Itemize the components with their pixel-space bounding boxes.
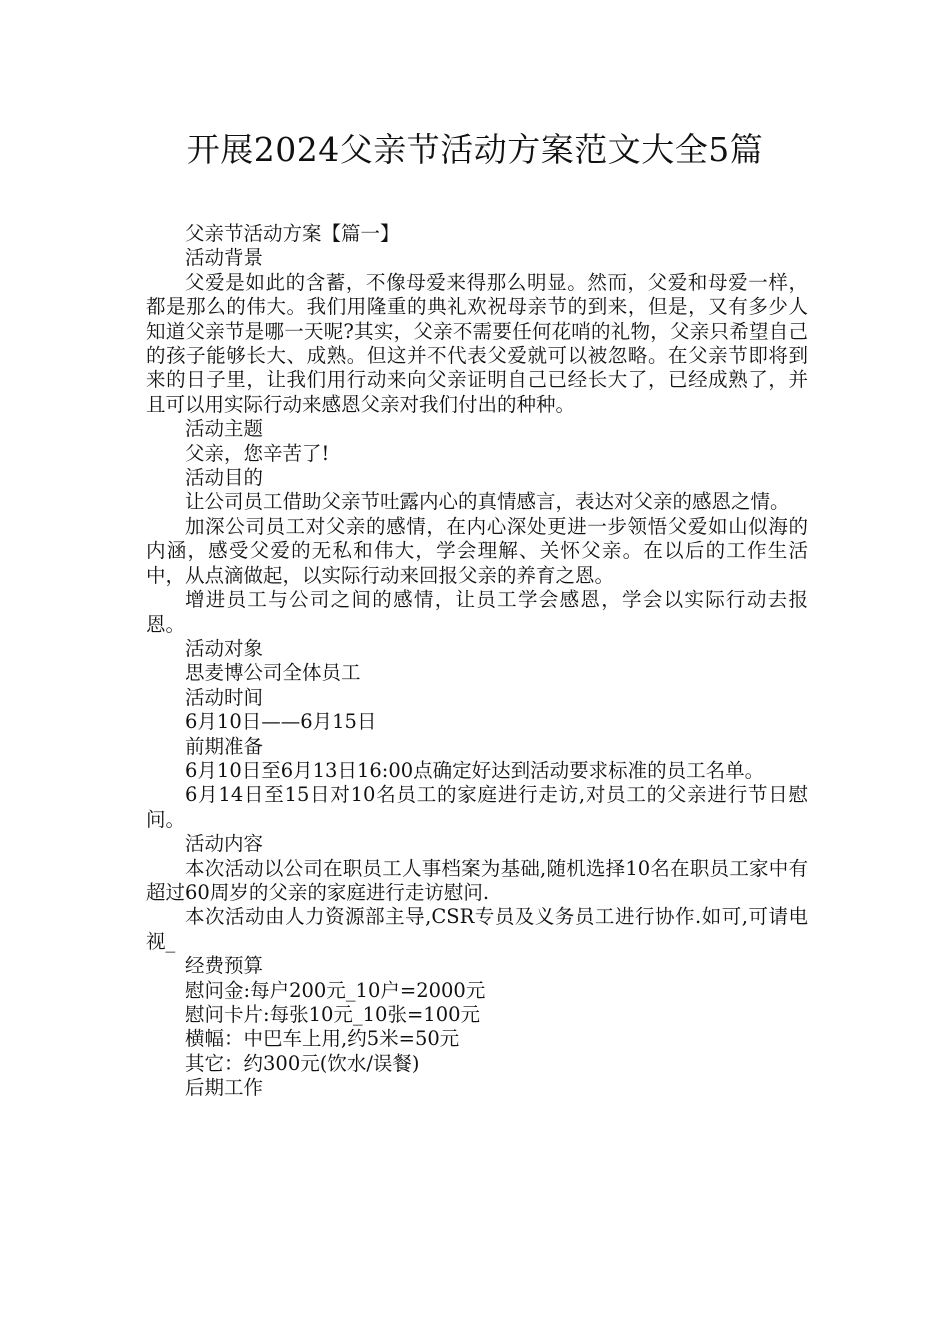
subheading-preparation: 前期准备 [185,734,264,758]
paragraph-theme: 父亲，您辛苦了! [185,441,330,465]
subheading-followup: 后期工作 [185,1076,264,1100]
paragraph-preparation-2: 6月14日至15日对10名员工的家庭进行走访,对员工的父亲进行节日慰问。 [146,783,808,831]
paragraph-background: 父爱是如此的含蓄，不像母爱来得那么明显。然而，父爱和母爱一样，都是那么的伟大。我们用隆重的典礼欢祝母亲节的到来，但是，又有多少人知道父亲节是哪一天呢?其实，父亲不需要任何花哨的礼物，父亲只希望自己的孩子能够长大、成熟。但这并不代表父爱就可以被忽略。在父亲节即将到来的日子里，让我们用行动来向父亲证明自己已经长大了，已经成熟了，并且可以用实际行动来感恩父亲对我们付出的种种。 [146,270,808,416]
section-heading: 父亲节活动方案【篇一】 [185,222,400,245]
subheading-budget: 经费预算 [185,954,264,978]
paragraph-content-1: 本次活动以公司在职员工人事档案为基础,随机选择10名在职员工家中有超过60周岁的父亲的家庭进行走访慰问. [146,856,808,904]
document-title: 开展2024父亲节活动方案范文大全5篇 [186,130,764,169]
budget-item-cards: 慰问卡片:每张10元_10张=100元 [185,1003,481,1026]
budget-item-other: 其它：约300元(饮水/误餐) [185,1051,420,1075]
paragraph-audience: 思麦博公司全体员工 [185,661,361,685]
paragraph-time: 6月10日——6月15日 [185,710,377,734]
subheading-audience: 活动对象 [185,636,264,660]
paragraph-purpose-2: 加深公司员工对父亲的感情，在内心深处更进一步领悟父爱如山似海的内涵，感受父爱的无私和伟大，学会理解、关怀父亲。在以后的工作生活中，从点滴做起，以实际行动来回报父亲的养育之恩。 [146,514,808,587]
document-body [146,222,808,1101]
subheading-purpose: 活动目的 [185,466,264,490]
budget-item-banner: 横幅：中巴车上用,约5米=50元 [185,1027,460,1051]
subheading-background: 活动背景 [185,246,264,270]
budget-item-cash: 慰问金:每户200元_10户=2000元 [185,978,486,1002]
paragraph-purpose-1: 让公司员工借助父亲节吐露内心的真情感言，表达对父亲的感恩之情。 [185,490,790,514]
paragraph-purpose-3: 增进员工与公司之间的感情，让员工学会感恩，学会以实际行动去报恩。 [146,588,808,636]
paragraph-preparation-1: 6月10日至6月13日16:00点确定好达到活动要求标准的员工名单。 [185,758,765,782]
subheading-time: 活动时间 [185,685,264,709]
subheading-theme: 活动主题 [185,417,264,441]
subheading-content: 活动内容 [185,832,264,856]
paragraph-content-2: 本次活动由人力资源部主导,CSR专员及义务员工进行协作.如可,可请电视_ [146,905,808,953]
